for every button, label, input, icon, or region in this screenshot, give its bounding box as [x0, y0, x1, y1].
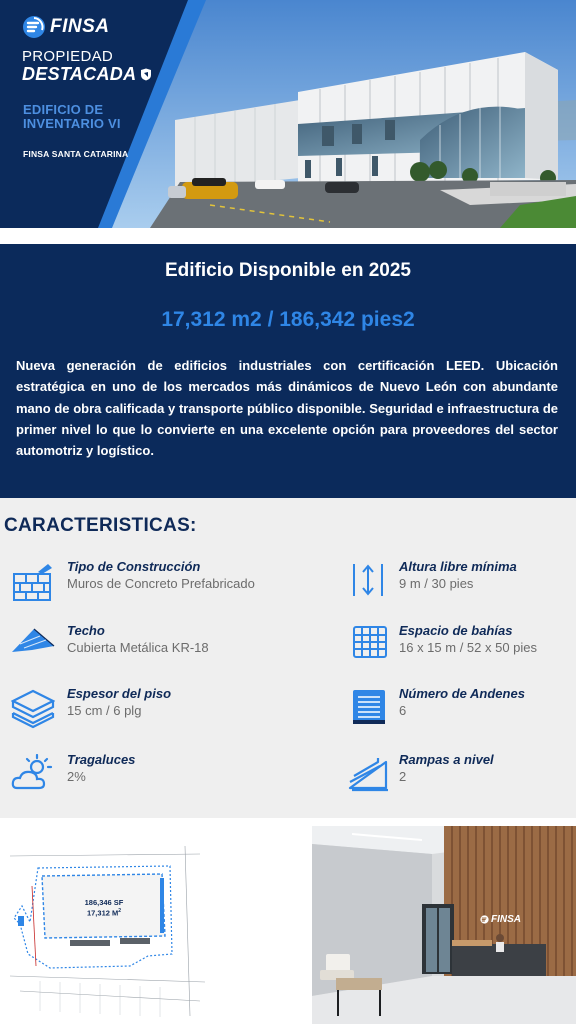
- roof-icon: [10, 626, 56, 656]
- lobby-render: [312, 826, 576, 1024]
- availability-section: [0, 244, 576, 498]
- dock-door-icon: [352, 689, 386, 725]
- availability-size: 17,312 m2 / 186,342 pies2: [161, 308, 415, 331]
- site-plan: [0, 826, 210, 1024]
- feature-value: 15 cm / 6 plg: [67, 703, 142, 718]
- lobby-sign-text: FINSA: [491, 914, 521, 925]
- feature-value: 6: [399, 703, 407, 718]
- feature-label: Techo: [67, 623, 105, 638]
- feature-label: Tipo de Construcción: [67, 559, 201, 574]
- brick-wall-icon: [12, 562, 54, 602]
- brand-name: FINSA: [50, 16, 110, 37]
- headline-bottom: [22, 64, 152, 85]
- building-name-line1: EDIFICIO DE: [23, 102, 104, 117]
- feature-value: 9 m / 30 pies: [399, 576, 474, 591]
- feature-label: Espacio de bahías: [399, 623, 513, 638]
- finsa-logo-icon: [22, 15, 46, 39]
- building-name-line2: INVENTARIO VI: [23, 116, 121, 131]
- headline-top: PROPIEDAD: [22, 48, 114, 65]
- feature-value: 2%: [67, 769, 86, 784]
- site-plan-area-sf: 186,346 SF: [84, 898, 124, 907]
- feature-label: Altura libre mínima: [399, 559, 517, 574]
- brand-logo: [22, 15, 110, 39]
- feature-label: Tragaluces: [67, 752, 136, 767]
- site-plan-area-m-value: 17,312 M: [86, 908, 119, 918]
- availability-title: Edificio Disponible en 2025: [164, 260, 411, 281]
- feature-label: Número de Andenes: [399, 686, 525, 701]
- lobby-sign: [480, 914, 521, 925]
- feature-label: Rampas a nivel: [399, 752, 494, 767]
- ramp-icon: [348, 754, 390, 792]
- availability-description: Nueva generación de edificios industriales con certificación LEED. Ubicación estratégica en uno de los mercados más dinámicos de Nuevo León con abundante mano de obra calificada y transporte público disponible. Seguridad e infraestructura de primer nivel lo que lo convierte en una excelente opción para proveedores del sector automotriz y logístico.: [16, 358, 558, 459]
- lobby-photo: [312, 826, 576, 1024]
- hero-banner: [0, 0, 576, 228]
- feature-value: 16 x 15 m / 52 x 50 pies: [399, 640, 538, 655]
- feature-label: Espesor del piso: [67, 686, 172, 701]
- sun-cloud-icon: [11, 754, 55, 792]
- site-plan-drawing: [0, 826, 210, 1024]
- site-plan-area-m: 17,312 $M^2$: [86, 908, 122, 918]
- feature-value: 2: [399, 769, 407, 784]
- headline-bottom-text: DESTACADA: [22, 64, 137, 84]
- height-arrow-icon: [352, 562, 384, 598]
- feature-value: Cubierta Metálica KR-18: [67, 640, 209, 655]
- grid-icon: [352, 625, 388, 659]
- floor-layers-icon: [11, 689, 55, 729]
- location-label: FINSA SANTA CATARINA: [23, 149, 129, 159]
- feature-value: Muros de Concreto Prefabricado: [67, 576, 255, 591]
- shield-icon: [140, 68, 152, 81]
- finsa-logo-icon: [480, 915, 489, 924]
- characteristics-section: [0, 498, 576, 818]
- characteristics-title: CARACTERISTICAS:: [4, 515, 197, 536]
